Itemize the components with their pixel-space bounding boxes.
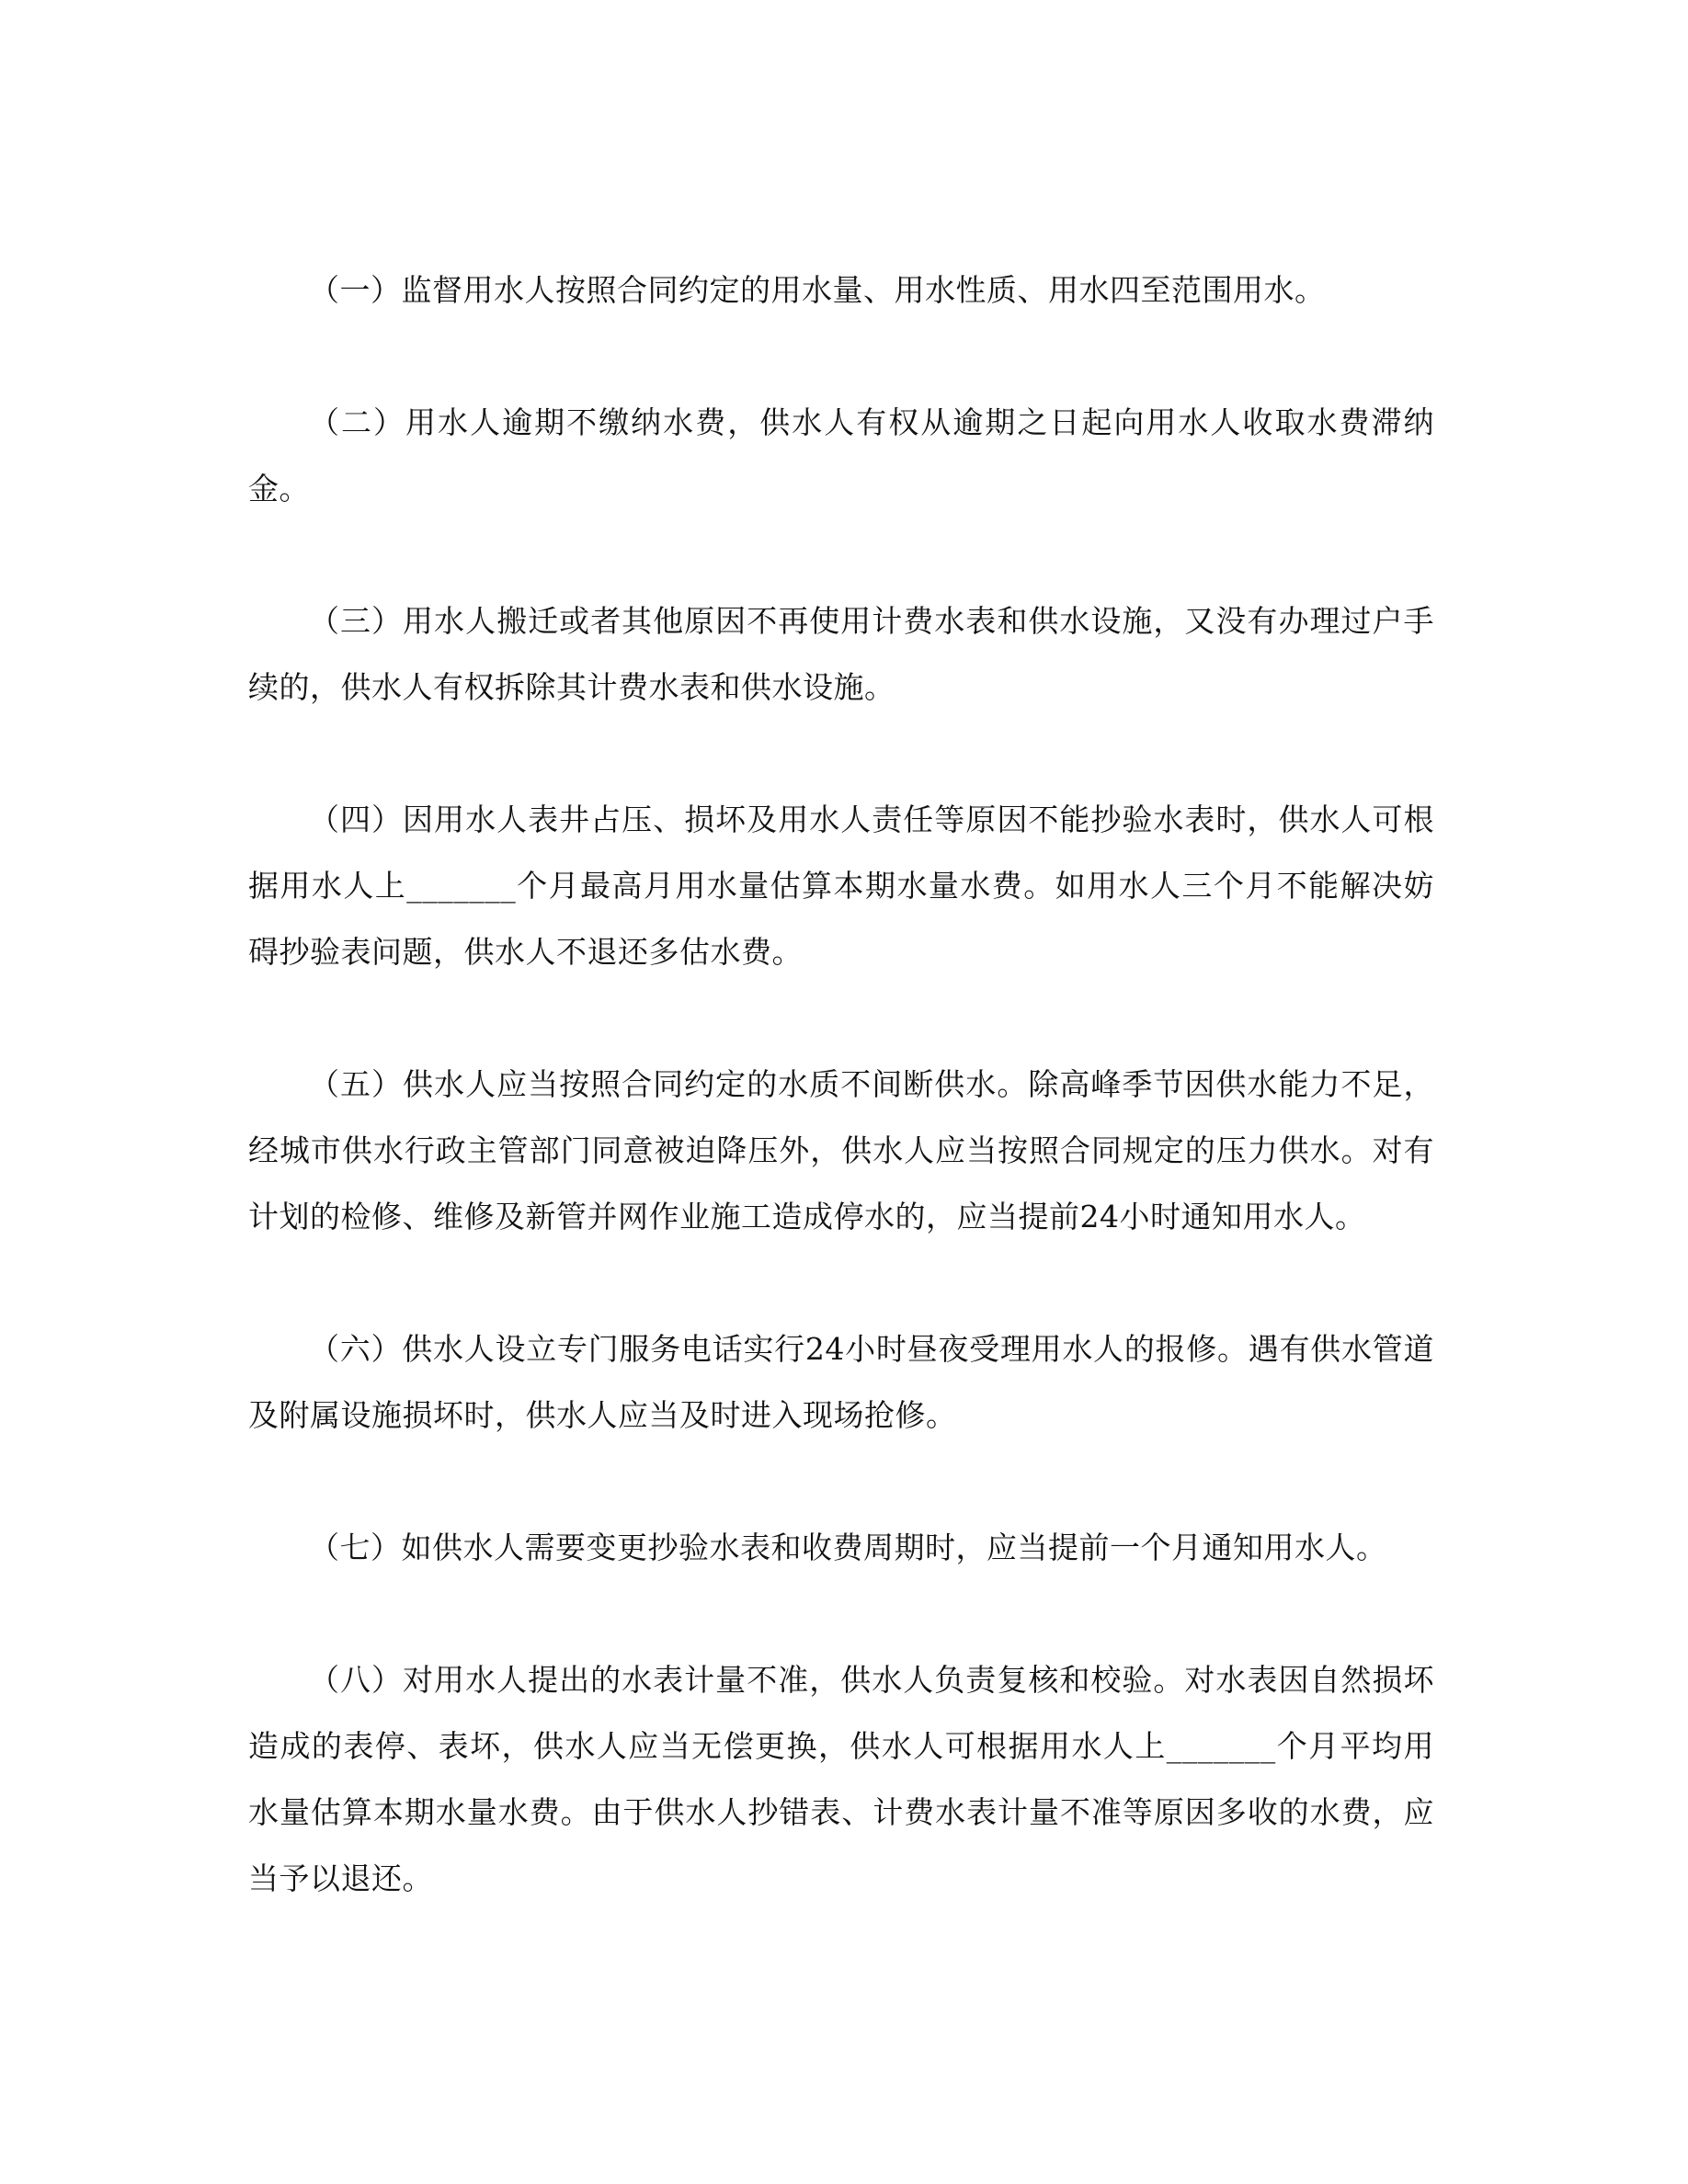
paragraph-7: （七）如供水人需要变更抄验水表和收费周期时，应当提前一个月通知用水人。 bbox=[309, 1530, 1387, 1565]
paragraph-5: （五）供水人应当按照合同约定的水质不间断供水。除高峰季节因供水能力不足，经城市供水行政主管部门同意被迫降压外，供水人应当按照合同规定的压力供水。对有计划的检修、维修及新管并网作业施工造成停水的，应当提前24小时通知用水人。 bbox=[248, 1066, 1434, 1234]
paragraph-1: （一）监督用水人按照合同约定的用水量、用水性质、用水四至范围用水。 bbox=[309, 272, 1326, 308]
paragraph-4: （四）因用水人表井占压、损坏及用水人责任等原因不能抄验水表时，供水人可根据用水人上_______个月最高月用水量估算本期水量水费。如用水人三个月不能解决妨碍抄验表问题，供水人不退还多估水费。 bbox=[248, 802, 1434, 970]
document-body bbox=[248, 257, 1434, 1912]
paragraph-8: （八）对用水人提出的水表计量不准，供水人负责复核和校验。对水表因自然损坏造成的表停、表坏，供水人应当无偿更换，供水人可根据用水人上_______个月平均用水量估算本期水量水费。由于供水人抄错表、计费水表计量不准等原因多收的水费，应当予以退还。 bbox=[248, 1662, 1434, 1896]
paragraph-2: （二）用水人逾期不缴纳水费，供水人有权从逾期之日起向用水人收取水费滞纳金。 bbox=[248, 404, 1434, 506]
paragraph-3: （三）用水人搬迁或者其他原因不再使用计费水表和供水设施，又没有办理过户手续的，供水人有权拆除其计费水表和供水设施。 bbox=[248, 603, 1434, 705]
paragraph-6: （六）供水人设立专门服务电话实行24小时昼夜受理用水人的报修。遇有供水管道及附属设施损坏时，供水人应当及时进入现场抢修。 bbox=[248, 1331, 1434, 1433]
